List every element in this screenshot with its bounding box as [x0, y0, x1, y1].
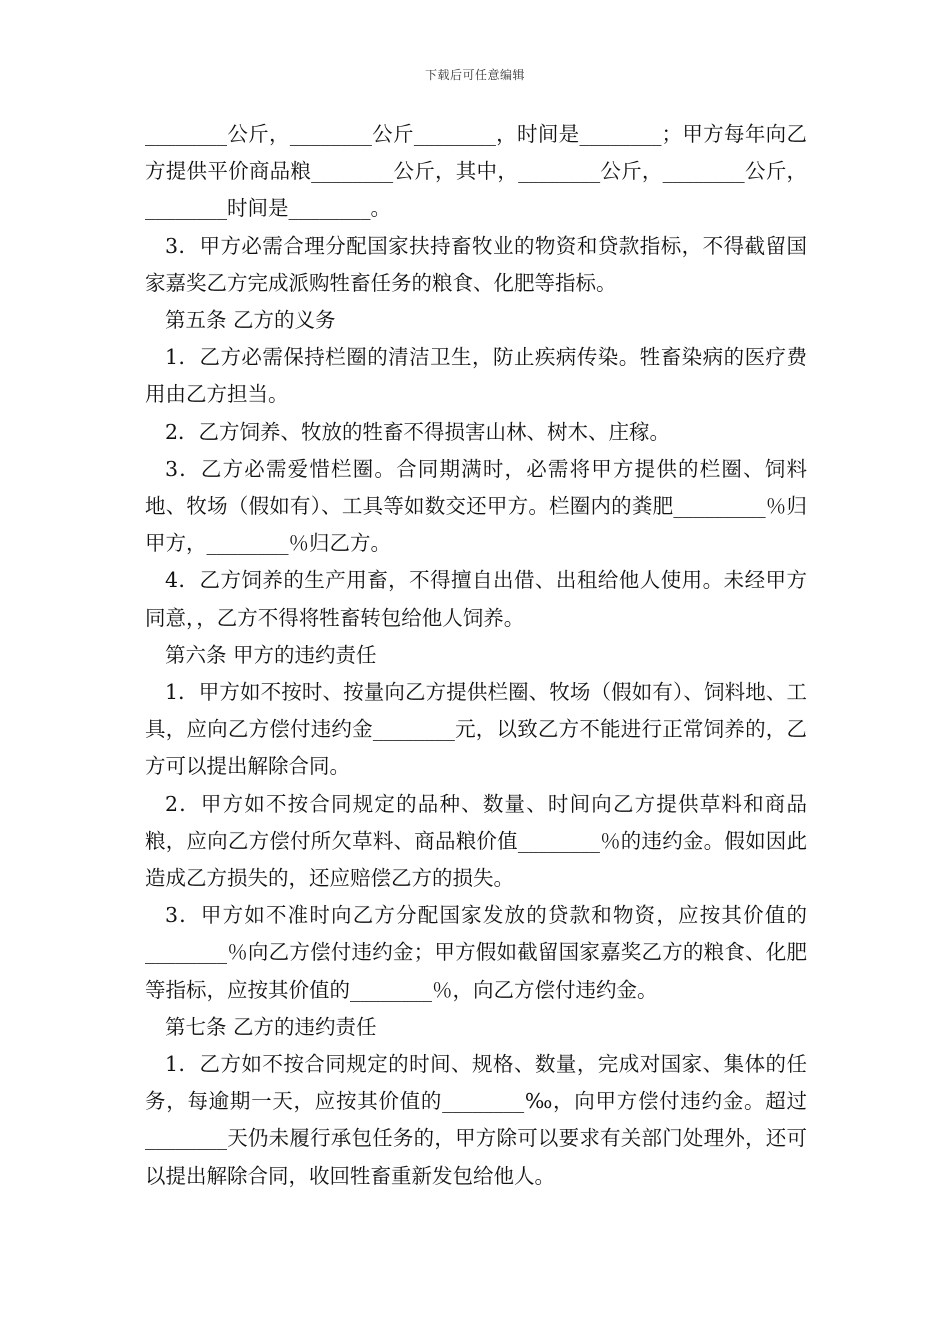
section-heading-article-7: 第七条 乙方的违约责任	[165, 1014, 377, 1039]
document-body	[145, 116, 807, 1195]
paragraph-clause-5-2: 2．乙方饲养、牧放的牲畜不得损害山林、树木、庄稼。	[165, 419, 671, 444]
section-heading-article-6: 第六条 甲方的违约责任	[165, 642, 377, 667]
paragraph-clause-5-1: 1．乙方必需保持栏圈的清洁卫生，防止疾病传染。牲畜染病的医疗费用由乙方担当。	[145, 345, 807, 407]
paragraph-clause-6-3: 3．甲方如不准时向乙方分配国家发放的贷款和物资，应按其价值的________％向乙方偿付违约金；甲方假如截留国家嘉奖乙方的粮食、化肥等指标，应按其价值的________％，向乙方偿付违约金。	[145, 903, 807, 1002]
section-heading-article-5: 第五条 乙方的义务	[165, 308, 336, 333]
paragraph-clause-5-3: 3．乙方必需爱惜栏圈。合同期满时，必需将甲方提供的栏圈、饲料地、牧场（假如有）、工具等如数交还甲方。栏圈内的粪肥_________％归甲方，________％归乙方。	[145, 456, 807, 556]
paragraph-clause-7-1: 1．乙方如不按合同规定的时间、规格、数量，完成对国家、集体的任务，每逾期一天，应按其价值的________‰，向甲方偿付违约金。超过________天仍未履行承包任务的，甲方除可以要求有关部门处理外，还可以提出解除合同，收回牲畜重新发包给他人。	[145, 1052, 807, 1188]
paragraph-continued-quantities: ________公斤，________公斤________，时间是________；甲方每年向乙方提供平价商品粮________公斤，其中，________公斤，________公斤，________时间是________。	[145, 122, 807, 221]
paragraph-clause-6-2: 2．甲方如不按合同规定的品种、数量、时间向乙方提供草料和商品粮，应向乙方偿付所欠草料、商品粮价值________％的违约金。假如因此造成乙方损失的，还应赔偿乙方的损失。	[145, 791, 807, 891]
page-header: 下载后可任意编辑	[424, 68, 525, 82]
paragraph-clause-5-4: 4．乙方饲养的生产用畜，不得擅自出借、出租给他人使用。未经甲方同意，，乙方不得将牲畜转包给他人饲养。	[145, 568, 807, 630]
paragraph-clause-4-3: 3．甲方必需合理分配国家扶持畜牧业的物资和贷款指标，不得截留国家嘉奖乙方完成派购牲畜任务的粮食、化肥等指标。	[145, 233, 807, 295]
paragraph-clause-6-1: 1．甲方如不按时、按量向乙方提供栏圈、牧场（假如有）、饲料地、工具，应向乙方偿付违约金________元，以致乙方不能进行正常饲养的，乙方可以提出解除合同。	[145, 680, 807, 779]
